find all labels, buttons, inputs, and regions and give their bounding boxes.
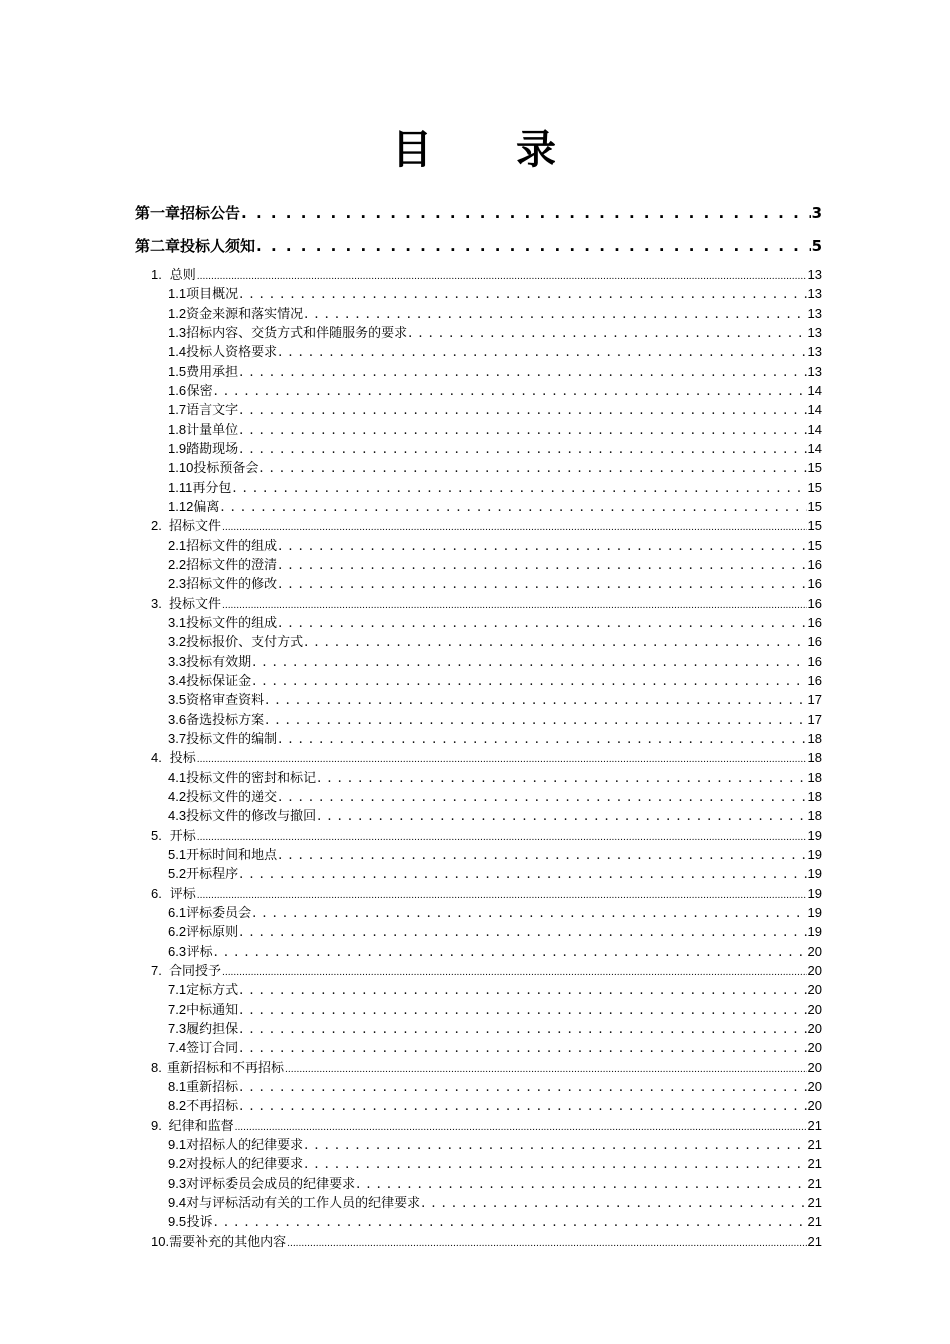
- toc-subsection[interactable]: [168, 535, 822, 554]
- page-number: 16: [807, 614, 822, 630]
- toc-subsection[interactable]: [168, 438, 822, 457]
- entry-number: 2.3: [168, 576, 187, 592]
- entry-number: 2.: [151, 518, 162, 534]
- toc-section[interactable]: [151, 883, 822, 902]
- page-number: 19: [807, 904, 822, 920]
- page-number: 14: [807, 383, 822, 398]
- entry-title: 定标方式: [186, 983, 239, 999]
- entry-number: 4.2: [168, 788, 187, 804]
- toc-subsection[interactable]: [168, 1018, 822, 1037]
- page-number: 21: [807, 1156, 822, 1172]
- toc-subsection[interactable]: [168, 1037, 822, 1056]
- dot-leader: [197, 268, 807, 283]
- dot-leader: [304, 307, 806, 322]
- entry-title: 开标: [169, 828, 196, 844]
- entry-number: 8.1: [168, 1078, 187, 1094]
- dot-leader: [278, 558, 806, 573]
- dot-leader: [214, 384, 807, 399]
- page-number: 15: [807, 460, 822, 476]
- entry-number: 6.2: [168, 924, 187, 940]
- entry-number: 3.4: [168, 672, 187, 688]
- entry-number: 9.: [151, 1117, 162, 1133]
- toc-subsection[interactable]: [168, 612, 822, 631]
- page-number: 14: [807, 402, 822, 418]
- toc-subsection[interactable]: [168, 1076, 822, 1095]
- toc-subsection[interactable]: [168, 767, 822, 786]
- entry-title: 保密: [186, 384, 213, 399]
- page-number: 14: [807, 441, 822, 456]
- dot-leader: [278, 732, 806, 747]
- page-number: 19: [807, 846, 822, 862]
- toc-subsection[interactable]: [168, 670, 822, 689]
- dot-leader: [222, 519, 807, 534]
- entry-number: 8.: [151, 1059, 162, 1075]
- toc-subsection[interactable]: [168, 921, 822, 940]
- page-number: 16: [807, 557, 822, 572]
- entry-title: 投标文件的组成: [186, 615, 278, 631]
- toc-subsection[interactable]: [168, 689, 822, 708]
- dot-leader: [239, 867, 806, 882]
- dot-leader: [252, 674, 806, 689]
- dot-leader: [220, 500, 806, 515]
- entry-number: 3.: [151, 595, 162, 611]
- dot-leader: [222, 597, 807, 612]
- dot-leader: [304, 1157, 806, 1172]
- toc-subsection[interactable]: [168, 709, 822, 728]
- page-number: 17: [807, 692, 822, 708]
- dot-leader: [239, 442, 806, 457]
- page-number: 15: [807, 499, 822, 514]
- dot-leader: [239, 1099, 806, 1114]
- dot-leader: [252, 655, 806, 670]
- entry-title: 投标文件的密封和标记: [186, 770, 317, 786]
- entry-title: 对与评标活动有关的工作人员的纪律要求: [186, 1195, 421, 1211]
- entry-number: 3.5: [168, 692, 187, 708]
- toc-subsection[interactable]: [168, 322, 822, 341]
- page-number: 16: [807, 672, 822, 688]
- entry-number: 1.9: [168, 441, 187, 456]
- entry-title: 投标文件: [168, 596, 221, 612]
- entry-number: 5.: [151, 827, 162, 843]
- entry-title: 招标文件的修改: [186, 577, 278, 593]
- entry-number: 4.3: [168, 808, 187, 824]
- entry-number: 3.2: [168, 634, 187, 650]
- dot-leader: [214, 1215, 807, 1230]
- entry-number: 1.5: [168, 363, 187, 379]
- page-number: 16: [807, 576, 822, 592]
- page-number: 21: [807, 1214, 822, 1230]
- entry-number: 4.: [151, 750, 162, 766]
- page-number: 18: [807, 730, 822, 746]
- page-number: 16: [807, 653, 822, 669]
- dot-leader: [197, 887, 807, 902]
- entry-title: 评标原则: [186, 925, 239, 941]
- entry-title: 项目概况: [186, 287, 239, 303]
- dot-leader: [278, 848, 806, 863]
- entry-title: 开标程序: [186, 867, 239, 883]
- entry-title: 偏离: [193, 500, 220, 515]
- dot-leader: [256, 237, 811, 255]
- toc-section[interactable]: [151, 747, 822, 766]
- dot-leader: [408, 326, 806, 341]
- toc-section[interactable]: [151, 264, 822, 283]
- toc-section[interactable]: [151, 593, 822, 612]
- entry-title: 备选投标方案: [186, 712, 265, 728]
- dot-leader: [265, 693, 806, 708]
- entry-number: 3.6: [168, 711, 187, 727]
- entry-title: 计量单位: [186, 422, 239, 438]
- entry-title: 纪律和监督: [168, 1118, 234, 1134]
- dot-leader: [252, 906, 806, 921]
- entry-title: 投标文件的修改与撤回: [186, 809, 317, 825]
- page-number: 21: [807, 1175, 822, 1191]
- entry-number: 5.2: [168, 866, 187, 882]
- entry-title: 需要补充的其他内容: [169, 1234, 287, 1250]
- dot-leader: [197, 751, 807, 766]
- dot-leader: [239, 287, 806, 302]
- dot-leader: [239, 1041, 806, 1056]
- entry-title: 对招标人的纪律要求: [186, 1137, 304, 1153]
- page-number: 18: [807, 769, 822, 785]
- entry-number: 10.: [151, 1233, 170, 1249]
- entry-title: 投诉: [186, 1215, 213, 1231]
- page-number: 19: [807, 827, 822, 843]
- toc-section[interactable]: [151, 825, 822, 844]
- entry-number: 5.1: [168, 846, 187, 862]
- entry-title: 投标文件的编制: [186, 731, 278, 747]
- page-number: 20: [807, 1078, 822, 1094]
- entry-title: 投标文件的递交: [186, 789, 278, 805]
- page-number: 16: [807, 595, 822, 611]
- toc-title-char-1: 目: [392, 127, 434, 173]
- dot-leader: [421, 1196, 806, 1211]
- entry-title: 中标通知: [186, 1002, 239, 1018]
- entry-title: 投标人资格要求: [186, 345, 278, 361]
- dot-leader: [239, 1022, 806, 1037]
- toc-subsection[interactable]: [168, 361, 822, 380]
- entry-number: 7.: [151, 962, 162, 978]
- page-number: 19: [807, 885, 822, 901]
- entry-number: 1.3: [168, 325, 187, 340]
- dot-leader: [304, 635, 806, 650]
- entry-number: 1.: [151, 267, 162, 282]
- entry-number: 2.2: [168, 557, 187, 572]
- toc-subsection[interactable]: [168, 999, 822, 1018]
- entry-title: 资金来源和落实情况: [186, 306, 304, 322]
- dot-leader: [222, 964, 807, 979]
- dot-leader: [278, 790, 806, 805]
- page-number: 21: [807, 1117, 822, 1133]
- entry-title: 投标预备会: [193, 461, 259, 477]
- toc-subsection[interactable]: [168, 1095, 822, 1114]
- toc-subsection[interactable]: [168, 341, 822, 360]
- entry-title: 费用承担: [186, 364, 239, 380]
- entry-title: 评标: [169, 886, 196, 902]
- page-number: 20: [807, 1040, 822, 1056]
- page-number: 18: [807, 788, 822, 804]
- page-number: 13: [807, 344, 822, 360]
- entry-title: 投标报价、支付方式: [186, 635, 304, 651]
- dot-leader: [239, 983, 806, 998]
- page-number: 16: [807, 634, 822, 650]
- entry-title: 招标文件的组成: [186, 538, 278, 554]
- entry-number: 7.3: [168, 1020, 187, 1036]
- page-number: 20: [807, 943, 822, 959]
- toc-chapter-1[interactable]: [135, 202, 822, 223]
- page-number: 19: [807, 866, 822, 882]
- toc-subsection[interactable]: [168, 941, 822, 960]
- page-number: 3: [811, 204, 822, 222]
- page-number: 17: [807, 711, 822, 727]
- entry-number: 9.3: [168, 1175, 187, 1191]
- entry-number: 1.12: [168, 499, 194, 514]
- toc-subsection[interactable]: [168, 380, 822, 399]
- chapter-label: 第一章: [135, 204, 181, 222]
- toc-section[interactable]: [151, 515, 822, 534]
- toc-subsection[interactable]: [168, 283, 822, 302]
- entry-number: 1.10: [168, 460, 194, 476]
- chapter-title: 招标公告: [180, 204, 241, 222]
- dot-leader: [304, 1138, 806, 1153]
- toc-title-char-2: 录: [516, 127, 558, 173]
- dot-leader: [239, 1003, 806, 1018]
- page-number: 20: [807, 1020, 822, 1036]
- entry-title: 评标: [186, 944, 213, 960]
- page-number: 15: [807, 537, 822, 553]
- dot-leader: [259, 461, 806, 476]
- entry-number: 1.8: [168, 421, 187, 437]
- entry-number: 4.1: [168, 769, 187, 785]
- page-number: 20: [807, 1059, 822, 1075]
- entry-number: 9.4: [168, 1194, 187, 1210]
- dot-leader: [214, 945, 807, 960]
- entry-number: 9.2: [168, 1156, 187, 1172]
- entry-number: 7.1: [168, 982, 187, 998]
- toc-section[interactable]: [151, 1115, 822, 1134]
- toc-subsection[interactable]: [168, 805, 822, 824]
- entry-title: 招标内容、交货方式和伴随服务的要求: [186, 326, 408, 341]
- entry-number: 1.1: [168, 286, 187, 302]
- page-number: 13: [807, 305, 822, 321]
- dot-leader: [356, 1177, 806, 1192]
- entry-title: 开标时间和地点: [186, 847, 278, 863]
- dot-leader: [317, 771, 806, 786]
- entry-number: 8.2: [168, 1098, 187, 1114]
- entry-number: 6.1: [168, 904, 187, 920]
- toc-subsection[interactable]: [168, 902, 822, 921]
- page-number: 15: [807, 518, 822, 534]
- toc-subsection[interactable]: [168, 979, 822, 998]
- entry-title: 投标有效期: [186, 654, 252, 670]
- toc-subsection[interactable]: [168, 1134, 822, 1153]
- entry-number: 1.7: [168, 402, 187, 418]
- page-number: 21: [807, 1233, 822, 1249]
- entry-title: 语言文字: [186, 403, 239, 419]
- toc-subsection[interactable]: [168, 863, 822, 882]
- toc-subsection[interactable]: [168, 496, 822, 515]
- dot-leader: [239, 365, 806, 380]
- entry-title: 评标委员会: [186, 905, 252, 921]
- page-number: 19: [807, 924, 822, 940]
- toc-subsection[interactable]: [168, 651, 822, 670]
- entry-number: 6.3: [168, 943, 187, 959]
- entry-title: 再分包: [192, 480, 232, 496]
- toc-subsection[interactable]: [168, 457, 822, 476]
- entry-title: 总则: [169, 268, 196, 283]
- page-number: 20: [807, 1098, 822, 1114]
- entry-number: 9.1: [168, 1136, 187, 1152]
- entry-number: 3.3: [168, 653, 187, 669]
- entry-title: 投标: [169, 751, 196, 767]
- toc-subsection[interactable]: [168, 1173, 822, 1192]
- chapter-title: 投标人须知: [180, 237, 256, 255]
- page-number: 5: [811, 237, 822, 255]
- dot-leader: [287, 1235, 806, 1250]
- entry-title: 资格审查资料: [186, 693, 265, 709]
- page-number: 20: [807, 1001, 822, 1017]
- page-number: 13: [807, 363, 822, 379]
- dot-leader: [232, 481, 806, 496]
- entry-title: 重新招标和不再招标: [167, 1060, 285, 1076]
- entry-number: 6.: [151, 885, 162, 901]
- toc-subsection[interactable]: [168, 573, 822, 592]
- toc-subsection[interactable]: [168, 728, 822, 747]
- toc-subsection[interactable]: [168, 631, 822, 650]
- entry-number: 1.6: [168, 383, 187, 398]
- toc-section[interactable]: [151, 1231, 822, 1250]
- toc-subsection[interactable]: [168, 477, 822, 496]
- dot-leader: [285, 1061, 807, 1076]
- toc-section[interactable]: [151, 960, 822, 979]
- toc-chapter-2[interactable]: [135, 235, 822, 256]
- dot-leader: [278, 539, 806, 554]
- dot-leader: [239, 925, 806, 940]
- dot-leader: [197, 829, 807, 844]
- toc-subsection[interactable]: [168, 399, 822, 418]
- entry-title: 不再招标: [186, 1099, 239, 1115]
- toc-subsection[interactable]: [168, 554, 822, 573]
- toc-section[interactable]: [151, 1057, 822, 1076]
- entry-title: 重新招标: [186, 1079, 239, 1095]
- dot-leader: [241, 204, 811, 222]
- toc-subsection[interactable]: [168, 786, 822, 805]
- entry-number: 2.1: [168, 537, 187, 553]
- dot-leader: [239, 423, 806, 438]
- entry-title: 踏勘现场: [186, 442, 239, 457]
- toc-subsection[interactable]: [168, 1211, 822, 1230]
- toc-subsection[interactable]: [168, 303, 822, 322]
- toc-title: [0, 118, 950, 175]
- toc-subsection[interactable]: [168, 1192, 822, 1211]
- dot-leader: [278, 616, 806, 631]
- page-number: 15: [807, 479, 822, 495]
- entry-title: 对投标人的纪律要求: [186, 1157, 304, 1173]
- chapter-label: 第二章: [135, 237, 181, 255]
- page-number: 18: [807, 750, 822, 766]
- page-number: 13: [807, 267, 822, 282]
- page-number: 20: [807, 962, 822, 978]
- page-number: 21: [807, 1194, 822, 1210]
- entry-number: 3.7: [168, 730, 187, 746]
- dot-leader: [235, 1119, 807, 1134]
- entry-number: 1.4: [168, 344, 187, 360]
- entry-title: 招标文件: [168, 519, 221, 535]
- dot-leader: [239, 1080, 806, 1095]
- dot-leader: [278, 345, 806, 360]
- entry-title: 招标文件的澄清: [186, 558, 278, 573]
- page-number: 14: [807, 421, 822, 437]
- dot-leader: [265, 713, 806, 728]
- page-number: 13: [807, 325, 822, 340]
- page-number: 18: [807, 808, 822, 824]
- page-number: 20: [807, 982, 822, 998]
- toc-subsection[interactable]: [168, 844, 822, 863]
- entry-number: 9.5: [168, 1214, 187, 1230]
- dot-leader: [239, 403, 806, 418]
- entry-title: 投标保证金: [186, 673, 252, 689]
- entry-number: 7.2: [168, 1001, 187, 1017]
- entry-number: 1.2: [168, 305, 187, 321]
- toc-subsection[interactable]: [168, 419, 822, 438]
- toc-subsection[interactable]: [168, 1153, 822, 1172]
- entry-title: 履约担保: [186, 1021, 239, 1037]
- entry-title: 对评标委员会成员的纪律要求: [186, 1176, 356, 1192]
- dot-leader: [278, 577, 806, 592]
- entry-number: 3.1: [168, 614, 187, 630]
- entry-number: 1.11: [168, 479, 193, 495]
- dot-leader: [317, 809, 806, 824]
- entry-title: 签订合同: [186, 1041, 239, 1057]
- page-number: 13: [807, 286, 822, 302]
- page-number: 21: [807, 1136, 822, 1152]
- entry-title: 合同授予: [168, 963, 221, 979]
- entry-number: 7.4: [168, 1040, 187, 1056]
